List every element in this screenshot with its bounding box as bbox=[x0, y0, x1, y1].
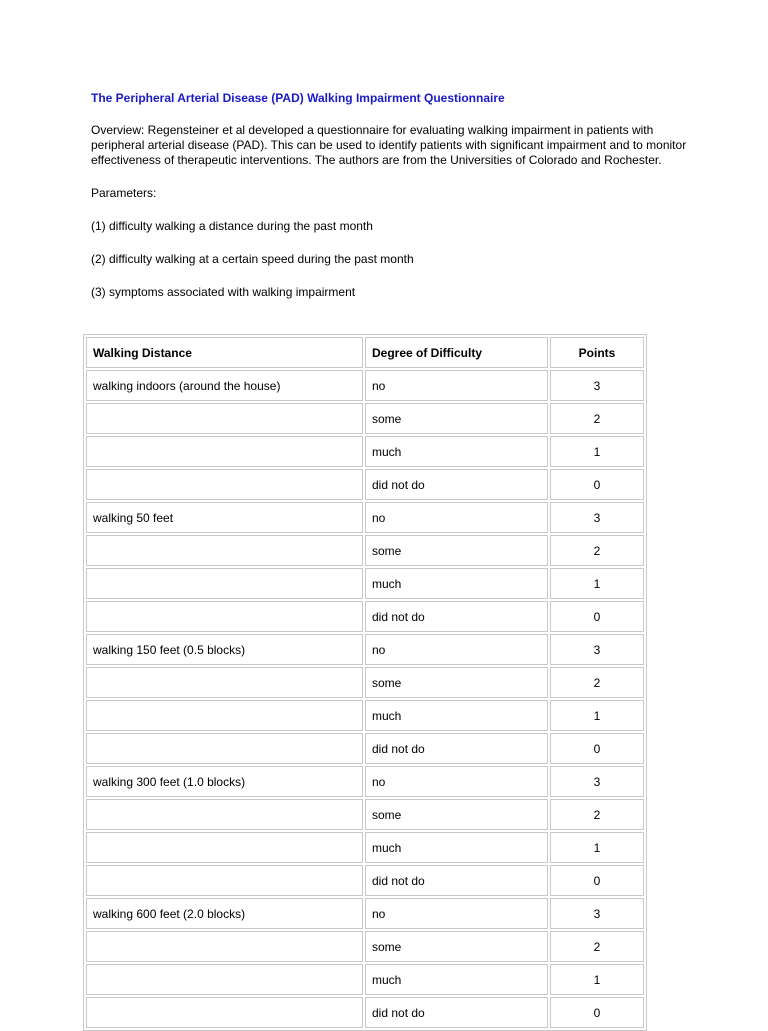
cell-walking-distance bbox=[86, 865, 363, 896]
cell-walking-distance bbox=[86, 799, 363, 830]
cell-degree-of-difficulty: some bbox=[365, 667, 548, 698]
cell-degree-of-difficulty: did not do bbox=[365, 601, 548, 632]
cell-walking-distance bbox=[86, 733, 363, 764]
cell-degree-of-difficulty: no bbox=[365, 766, 548, 797]
cell-points: 2 bbox=[550, 931, 644, 962]
table-row bbox=[86, 502, 644, 533]
table-row bbox=[86, 733, 644, 764]
cell-walking-distance bbox=[86, 667, 363, 698]
table-row bbox=[86, 469, 644, 500]
cell-points: 1 bbox=[550, 436, 644, 467]
table-row bbox=[86, 700, 644, 731]
cell-points: 1 bbox=[550, 700, 644, 731]
cell-degree-of-difficulty: much bbox=[365, 568, 548, 599]
table-row bbox=[86, 436, 644, 467]
cell-degree-of-difficulty: much bbox=[365, 964, 548, 995]
cell-walking-distance bbox=[86, 964, 363, 995]
table-row bbox=[86, 403, 644, 434]
table-row bbox=[86, 766, 644, 797]
table-row bbox=[86, 634, 644, 665]
cell-degree-of-difficulty: no bbox=[365, 370, 548, 401]
cell-walking-distance bbox=[86, 601, 363, 632]
cell-walking-distance: walking 300 feet (1.0 blocks) bbox=[86, 766, 363, 797]
cell-degree-of-difficulty: no bbox=[365, 502, 548, 533]
header-points: Points bbox=[550, 337, 644, 368]
cell-points: 1 bbox=[550, 832, 644, 863]
cell-walking-distance bbox=[86, 436, 363, 467]
cell-walking-distance: walking 50 feet bbox=[86, 502, 363, 533]
table-row bbox=[86, 568, 644, 599]
scoring-table bbox=[83, 334, 647, 1031]
overview-paragraph: Overview: Regensteiner et al developed a questionnaire for evaluating walking impairment in patients with peripheral arterial disease (PAD). This can be used to identify patients with significant impairment and to monitor effectiveness of therapeutic interventions. The authors are from the Universities of Colorado and Rochester. bbox=[91, 123, 687, 167]
cell-walking-distance: walking 600 feet (2.0 blocks) bbox=[86, 898, 363, 929]
cell-degree-of-difficulty: some bbox=[365, 403, 548, 434]
cell-points: 3 bbox=[550, 898, 644, 929]
cell-walking-distance bbox=[86, 469, 363, 500]
cell-walking-distance bbox=[86, 931, 363, 962]
cell-degree-of-difficulty: much bbox=[365, 700, 548, 731]
header-degree-of-difficulty: Degree of Difficulty bbox=[365, 337, 548, 368]
cell-degree-of-difficulty: did not do bbox=[365, 997, 548, 1028]
cell-points: 0 bbox=[550, 865, 644, 896]
parameter-item: (3) symptoms associated with walking impairment bbox=[91, 285, 356, 299]
cell-degree-of-difficulty: did not do bbox=[365, 733, 548, 764]
cell-walking-distance bbox=[86, 700, 363, 731]
cell-points: 1 bbox=[550, 568, 644, 599]
cell-walking-distance bbox=[86, 403, 363, 434]
cell-points: 0 bbox=[550, 997, 644, 1028]
table-row bbox=[86, 931, 644, 962]
table-row bbox=[86, 370, 644, 401]
parameter-item: (1) difficulty walking a distance during the past month bbox=[91, 219, 373, 233]
table-row bbox=[86, 667, 644, 698]
document-body bbox=[91, 91, 691, 300]
cell-walking-distance bbox=[86, 535, 363, 566]
cell-points: 3 bbox=[550, 370, 644, 401]
table-row bbox=[86, 964, 644, 995]
cell-walking-distance bbox=[86, 568, 363, 599]
cell-walking-distance bbox=[86, 832, 363, 863]
table-row bbox=[86, 832, 644, 863]
cell-points: 2 bbox=[550, 403, 644, 434]
table-row bbox=[86, 535, 644, 566]
cell-degree-of-difficulty: some bbox=[365, 535, 548, 566]
table-row bbox=[86, 799, 644, 830]
cell-walking-distance: walking 150 feet (0.5 blocks) bbox=[86, 634, 363, 665]
cell-degree-of-difficulty: much bbox=[365, 436, 548, 467]
page-title: The Peripheral Arterial Disease (PAD) Walking Impairment Questionnaire bbox=[91, 91, 505, 105]
cell-degree-of-difficulty: much bbox=[365, 832, 548, 863]
table-header-row bbox=[86, 337, 644, 368]
cell-walking-distance bbox=[86, 997, 363, 1028]
table-row bbox=[86, 601, 644, 632]
cell-points: 2 bbox=[550, 667, 644, 698]
cell-points: 2 bbox=[550, 535, 644, 566]
cell-degree-of-difficulty: some bbox=[365, 931, 548, 962]
cell-points: 0 bbox=[550, 601, 644, 632]
cell-points: 3 bbox=[550, 502, 644, 533]
cell-degree-of-difficulty: did not do bbox=[365, 865, 548, 896]
cell-degree-of-difficulty: no bbox=[365, 898, 548, 929]
table-row bbox=[86, 997, 644, 1028]
cell-degree-of-difficulty: did not do bbox=[365, 469, 548, 500]
table-row bbox=[86, 865, 644, 896]
cell-points: 2 bbox=[550, 799, 644, 830]
parameters-label: Parameters: bbox=[91, 186, 157, 200]
cell-points: 0 bbox=[550, 733, 644, 764]
cell-points: 3 bbox=[550, 634, 644, 665]
cell-degree-of-difficulty: some bbox=[365, 799, 548, 830]
cell-points: 0 bbox=[550, 469, 644, 500]
parameter-item: (2) difficulty walking at a certain speed during the past month bbox=[91, 252, 414, 266]
header-walking-distance: Walking Distance bbox=[86, 337, 363, 368]
cell-points: 1 bbox=[550, 964, 644, 995]
table-row bbox=[86, 898, 644, 929]
cell-points: 3 bbox=[550, 766, 644, 797]
table-body bbox=[86, 370, 644, 1028]
cell-degree-of-difficulty: no bbox=[365, 634, 548, 665]
cell-walking-distance: walking indoors (around the house) bbox=[86, 370, 363, 401]
